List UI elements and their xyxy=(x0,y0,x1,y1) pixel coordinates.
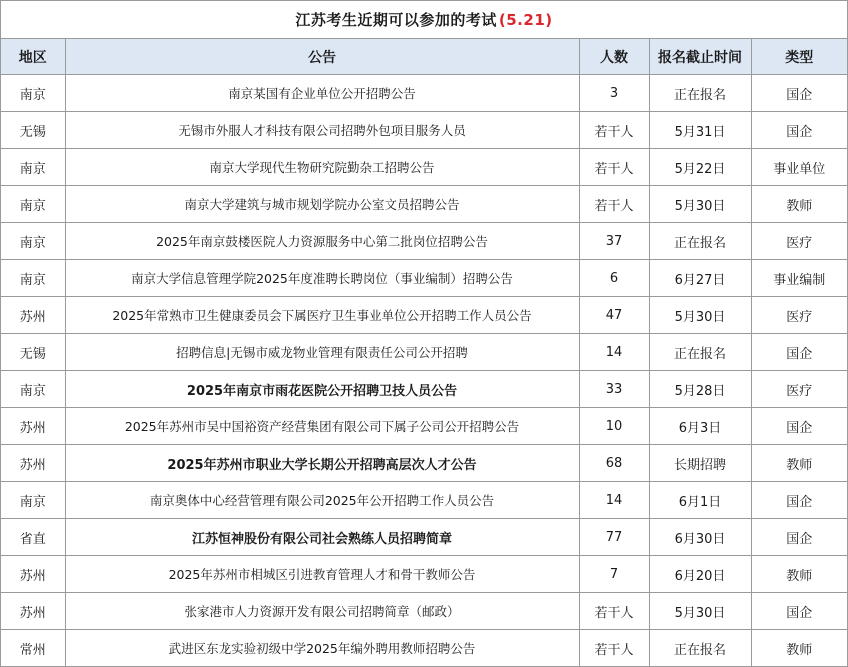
cell-region: 苏州 xyxy=(1,593,65,630)
header-count: 人数 xyxy=(579,39,649,75)
header-type: 类型 xyxy=(751,39,847,75)
cell-region: 无锡 xyxy=(1,112,65,149)
cell-region: 南京 xyxy=(1,482,65,519)
table-row xyxy=(1,149,847,186)
table-row xyxy=(1,334,847,371)
cell-count: 37 xyxy=(579,223,649,260)
cell-deadline: 6月1日 xyxy=(649,482,751,519)
cell-region: 苏州 xyxy=(1,297,65,334)
cell-type: 国企 xyxy=(751,519,847,556)
cell-region: 苏州 xyxy=(1,445,65,482)
header-row xyxy=(1,39,847,75)
cell-deadline: 5月28日 xyxy=(649,371,751,408)
table-body xyxy=(1,75,847,667)
cell-notice: 南京大学现代生物研究院勤杂工招聘公告 xyxy=(65,149,579,186)
cell-type: 教师 xyxy=(751,630,847,667)
cell-count: 68 xyxy=(579,445,649,482)
cell-type: 教师 xyxy=(751,186,847,223)
table-row xyxy=(1,519,847,556)
cell-count: 14 xyxy=(579,334,649,371)
cell-type: 国企 xyxy=(751,408,847,445)
cell-region: 南京 xyxy=(1,223,65,260)
table-row xyxy=(1,371,847,408)
cell-notice: 武进区东龙实验初级中学2025年编外聘用教师招聘公告 xyxy=(65,630,579,667)
cell-type: 事业单位 xyxy=(751,149,847,186)
cell-count: 47 xyxy=(579,297,649,334)
cell-type: 国企 xyxy=(751,112,847,149)
cell-count: 77 xyxy=(579,519,649,556)
table-row xyxy=(1,75,847,112)
header-deadline: 报名截止时间 xyxy=(649,39,751,75)
cell-notice: 张家港市人力资源开发有限公司招聘简章（邮政） xyxy=(65,593,579,630)
cell-notice: 2025年南京鼓楼医院人力资源服务中心第二批岗位招聘公告 xyxy=(65,223,579,260)
cell-notice: 2025年苏州市相城区引进教育管理人才和骨干教师公告 xyxy=(65,556,579,593)
cell-region: 省直 xyxy=(1,519,65,556)
cell-deadline: 6月20日 xyxy=(649,556,751,593)
cell-region: 南京 xyxy=(1,149,65,186)
cell-count: 若干人 xyxy=(579,112,649,149)
header-region: 地区 xyxy=(1,39,65,75)
title-date: (5.21) xyxy=(498,10,553,29)
cell-count: 14 xyxy=(579,482,649,519)
cell-type: 国企 xyxy=(751,75,847,112)
cell-deadline: 正在报名 xyxy=(649,75,751,112)
cell-count: 若干人 xyxy=(579,186,649,223)
table-row xyxy=(1,408,847,445)
cell-region: 苏州 xyxy=(1,556,65,593)
cell-deadline: 6月30日 xyxy=(649,519,751,556)
cell-region: 南京 xyxy=(1,186,65,223)
table-row xyxy=(1,112,847,149)
table-row xyxy=(1,556,847,593)
table-row xyxy=(1,482,847,519)
cell-notice: 无锡市外服人才科技有限公司招聘外包项目服务人员 xyxy=(65,112,579,149)
cell-count: 3 xyxy=(579,75,649,112)
cell-region: 南京 xyxy=(1,260,65,297)
cell-count: 6 xyxy=(579,260,649,297)
cell-deadline: 正在报名 xyxy=(649,223,751,260)
cell-deadline: 正在报名 xyxy=(649,334,751,371)
cell-notice: 2025年常熟市卫生健康委员会下属医疗卫生事业单位公开招聘工作人员公告 xyxy=(65,297,579,334)
cell-type: 教师 xyxy=(751,445,847,482)
cell-count: 7 xyxy=(579,556,649,593)
cell-region: 南京 xyxy=(1,371,65,408)
cell-notice: 江苏恒神股份有限公司社会熟练人员招聘简章 xyxy=(65,519,579,556)
table-row xyxy=(1,260,847,297)
table-row xyxy=(1,593,847,630)
cell-count: 33 xyxy=(579,371,649,408)
cell-count: 若干人 xyxy=(579,593,649,630)
cell-notice: 2025年苏州市职业大学长期公开招聘高层次人才公告 xyxy=(65,445,579,482)
table-row xyxy=(1,445,847,482)
title-text: 江苏考生近期可以参加的考试 xyxy=(295,11,497,29)
cell-deadline: 5月22日 xyxy=(649,149,751,186)
cell-notice: 2025年南京市雨花医院公开招聘卫技人员公告 xyxy=(65,371,579,408)
cell-notice: 南京大学建筑与城市规划学院办公室文员招聘公告 xyxy=(65,186,579,223)
cell-type: 国企 xyxy=(751,482,847,519)
exam-table xyxy=(1,39,847,666)
cell-type: 医疗 xyxy=(751,223,847,260)
cell-type: 事业编制 xyxy=(751,260,847,297)
cell-notice: 南京大学信息管理学院2025年度准聘长聘岗位（事业编制）招聘公告 xyxy=(65,260,579,297)
cell-notice: 招聘信息|无锡市威龙物业管理有限责任公司公开招聘 xyxy=(65,334,579,371)
cell-region: 苏州 xyxy=(1,408,65,445)
cell-region: 无锡 xyxy=(1,334,65,371)
cell-deadline: 正在报名 xyxy=(649,630,751,667)
cell-deadline: 5月30日 xyxy=(649,186,751,223)
cell-notice: 南京奥体中心经营管理有限公司2025年公开招聘工作人员公告 xyxy=(65,482,579,519)
table-row xyxy=(1,297,847,334)
table-title xyxy=(1,1,847,39)
cell-deadline: 5月31日 xyxy=(649,112,751,149)
table-row xyxy=(1,223,847,260)
cell-type: 国企 xyxy=(751,334,847,371)
cell-type: 医疗 xyxy=(751,297,847,334)
cell-deadline: 5月30日 xyxy=(649,297,751,334)
cell-notice: 南京某国有企业单位公开招聘公告 xyxy=(65,75,579,112)
header-notice: 公告 xyxy=(65,39,579,75)
cell-deadline: 6月27日 xyxy=(649,260,751,297)
cell-region: 南京 xyxy=(1,75,65,112)
cell-type: 教师 xyxy=(751,556,847,593)
cell-notice: 2025年苏州市吴中国裕资产经营集团有限公司下属子公司公开招聘公告 xyxy=(65,408,579,445)
cell-count: 10 xyxy=(579,408,649,445)
table-row xyxy=(1,186,847,223)
cell-deadline: 6月3日 xyxy=(649,408,751,445)
cell-count: 若干人 xyxy=(579,149,649,186)
cell-type: 国企 xyxy=(751,593,847,630)
cell-type: 医疗 xyxy=(751,371,847,408)
cell-deadline: 长期招聘 xyxy=(649,445,751,482)
cell-deadline: 5月30日 xyxy=(649,593,751,630)
cell-region: 常州 xyxy=(1,630,65,667)
cell-count: 若干人 xyxy=(579,630,649,667)
table-row xyxy=(1,630,847,667)
